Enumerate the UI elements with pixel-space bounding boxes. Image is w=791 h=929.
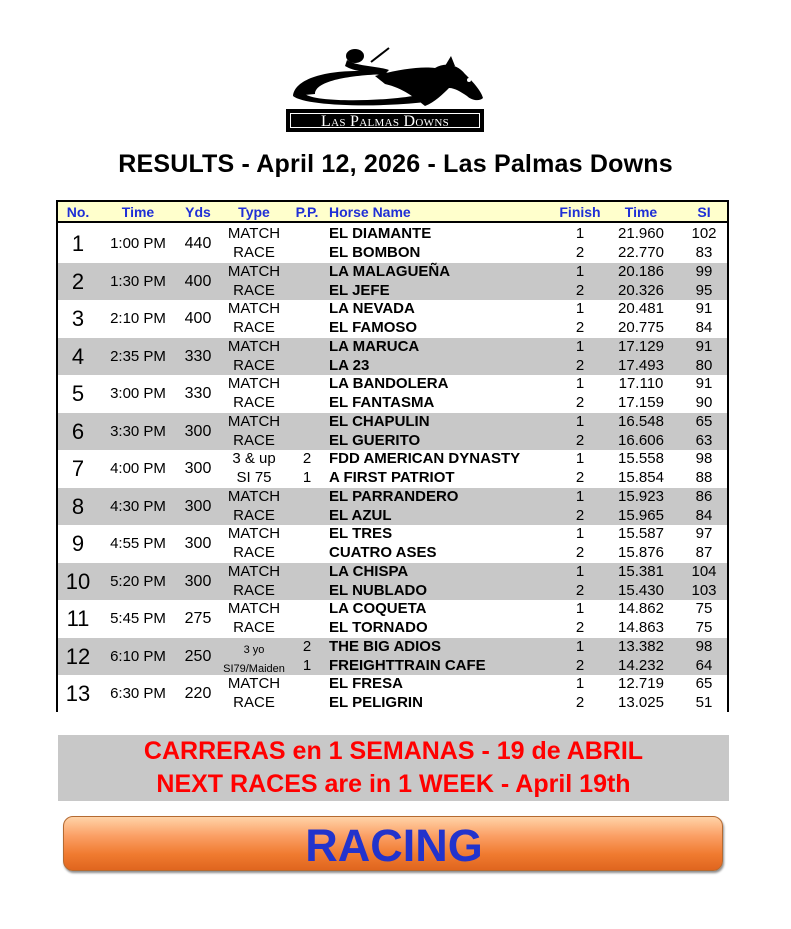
race-type-line1: MATCH bbox=[227, 675, 281, 692]
race-type-line2: RACE bbox=[233, 506, 275, 524]
horse-final-time: 17.493 bbox=[618, 356, 664, 374]
las-palmas-downs-logo bbox=[285, 44, 485, 132]
race-type-line2: RACE bbox=[233, 431, 275, 449]
horse-final-time: 21.960 bbox=[618, 225, 664, 242]
horse-speed-index: 97 bbox=[695, 525, 713, 542]
horse-name: LA BANDOLERA bbox=[329, 375, 449, 392]
horse-name: EL BOMBON bbox=[329, 244, 421, 261]
horse-final-time: 17.129 bbox=[618, 337, 664, 355]
horse-final-time: 17.159 bbox=[618, 394, 664, 411]
race-number: 7 bbox=[71, 456, 85, 481]
horse-name: EL FAMOSO bbox=[329, 319, 418, 336]
horse-finish: 2 bbox=[575, 469, 585, 486]
racing-button[interactable] bbox=[63, 816, 723, 871]
race-number: 4 bbox=[71, 343, 85, 369]
horse-post-position: 1 bbox=[302, 656, 312, 674]
race-type-line1: MATCH bbox=[227, 525, 281, 542]
horse-finish: 2 bbox=[575, 544, 585, 561]
horse-finish: 2 bbox=[575, 619, 585, 636]
horse-final-time: 13.382 bbox=[618, 637, 664, 655]
horse-name: EL AZUL bbox=[329, 506, 392, 524]
race-number: 10 bbox=[65, 568, 91, 594]
horse-name: LA COQUETA bbox=[329, 600, 427, 617]
logo-nameplate bbox=[286, 109, 484, 132]
horse-name: LA MALAGUEÑA bbox=[329, 262, 451, 280]
horse-finish: 2 bbox=[575, 244, 585, 261]
race-post-time: 4:55 PM bbox=[110, 535, 166, 552]
table-header bbox=[58, 202, 727, 223]
horse-post-position: 1 bbox=[302, 469, 312, 486]
race-number: 3 bbox=[71, 306, 85, 331]
horse-speed-index: 104 bbox=[691, 562, 717, 580]
race-row bbox=[58, 300, 727, 338]
race-type-line1: 3 yo bbox=[243, 643, 265, 656]
horse-finish: 1 bbox=[575, 375, 585, 392]
horse-speed-index: 103 bbox=[691, 581, 717, 599]
race-yards: 300 bbox=[184, 572, 212, 590]
horse-final-time: 20.481 bbox=[618, 300, 664, 317]
horse-speed-index: 84 bbox=[695, 319, 713, 336]
race-row bbox=[58, 488, 727, 526]
horse-finish: 1 bbox=[575, 562, 585, 580]
header-yds: Yds bbox=[185, 204, 211, 220]
race-type-line2: RACE bbox=[233, 581, 275, 599]
horse-finish: 1 bbox=[575, 262, 585, 280]
horse-final-time: 15.381 bbox=[618, 562, 664, 580]
race-post-time: 6:10 PM bbox=[110, 647, 166, 665]
header-time: Time bbox=[121, 204, 155, 220]
race-row bbox=[58, 600, 727, 638]
race-number: 9 bbox=[71, 531, 85, 556]
horse-speed-index: 99 bbox=[695, 262, 713, 280]
race-yards: 300 bbox=[184, 460, 212, 477]
horse-post-position: 2 bbox=[302, 637, 312, 655]
next-races-banner bbox=[58, 735, 729, 801]
horse-finish: 1 bbox=[575, 225, 585, 242]
horse-name: FREIGHTTRAIN CAFE bbox=[329, 656, 486, 674]
header-pp: P.P. bbox=[295, 204, 319, 220]
race-number: 8 bbox=[71, 493, 85, 519]
horse-speed-index: 91 bbox=[695, 375, 713, 392]
race-type-line2: RACE bbox=[233, 356, 275, 374]
horse-finish: 1 bbox=[575, 637, 585, 655]
race-yards: 250 bbox=[184, 647, 212, 665]
horse-finish: 1 bbox=[575, 600, 585, 617]
horse-speed-index: 65 bbox=[695, 675, 713, 692]
race-row bbox=[58, 675, 727, 713]
race-row bbox=[58, 338, 727, 376]
race-type-line2: SI79/Maiden bbox=[223, 662, 285, 675]
horse-finish: 2 bbox=[575, 656, 585, 674]
race-type-line1: MATCH bbox=[227, 300, 281, 317]
race-type-line1: MATCH bbox=[227, 600, 281, 617]
horse-final-time: 17.110 bbox=[618, 375, 664, 392]
horse-finish: 1 bbox=[575, 675, 585, 692]
horse-finish: 2 bbox=[575, 694, 585, 711]
horse-name: EL PARRANDERO bbox=[329, 487, 459, 505]
horse-name: EL CHAPULIN bbox=[329, 412, 430, 430]
horse-finish: 1 bbox=[575, 450, 585, 467]
race-row bbox=[58, 525, 727, 563]
race-post-time: 3:30 PM bbox=[110, 422, 166, 440]
race-type-line2: RACE bbox=[233, 244, 275, 261]
race-type-line1: MATCH bbox=[227, 487, 281, 505]
horse-speed-index: 75 bbox=[695, 600, 713, 617]
next-races-english: NEXT RACES are in 1 WEEK - April 19th bbox=[156, 770, 631, 798]
race-post-time: 3:00 PM bbox=[110, 385, 166, 402]
horse-speed-index: 91 bbox=[695, 337, 713, 355]
race-yards: 440 bbox=[184, 235, 212, 252]
header-finish: Finish bbox=[559, 204, 601, 220]
results-table bbox=[56, 200, 729, 712]
horse-finish: 1 bbox=[575, 300, 585, 317]
horse-final-time: 22.770 bbox=[618, 244, 664, 261]
horse-speed-index: 65 bbox=[695, 412, 713, 430]
race-yards: 400 bbox=[184, 310, 212, 327]
race-post-time: 6:30 PM bbox=[110, 685, 166, 702]
race-post-time: 4:00 PM bbox=[110, 460, 166, 477]
horse-name: EL FRESA bbox=[329, 675, 403, 692]
race-post-time: 5:45 PM bbox=[110, 610, 166, 627]
header-final-time: Time bbox=[624, 204, 658, 220]
race-post-time: 5:20 PM bbox=[110, 572, 166, 590]
horse-final-time: 15.587 bbox=[618, 525, 664, 542]
logo-text: Las Palmas Downs bbox=[290, 113, 480, 128]
race-row bbox=[58, 225, 727, 263]
horse-finish: 2 bbox=[575, 581, 585, 599]
horse-final-time: 16.548 bbox=[618, 412, 664, 430]
race-row bbox=[58, 413, 727, 451]
horse-final-time: 15.965 bbox=[618, 506, 664, 524]
horse-final-time: 15.923 bbox=[618, 487, 664, 505]
race-row bbox=[58, 563, 727, 601]
horse-name: LA 23 bbox=[329, 356, 370, 374]
race-yards: 330 bbox=[184, 347, 212, 365]
race-type-line2: RACE bbox=[233, 281, 275, 299]
horse-final-time: 15.558 bbox=[618, 450, 664, 467]
horse-final-time: 13.025 bbox=[618, 694, 664, 711]
race-type-line1: 3 & up bbox=[232, 450, 276, 467]
horse-speed-index: 86 bbox=[695, 487, 713, 505]
horse-speed-index: 64 bbox=[695, 656, 713, 674]
race-yards: 300 bbox=[184, 422, 212, 440]
race-post-time: 2:35 PM bbox=[110, 347, 166, 365]
horse-name: LA MARUCA bbox=[329, 337, 420, 355]
horse-finish: 2 bbox=[575, 506, 585, 524]
race-type-line2: SI 75 bbox=[236, 469, 272, 486]
race-post-time: 2:10 PM bbox=[110, 310, 166, 327]
horse-final-time: 15.876 bbox=[618, 544, 664, 561]
horse-finish: 1 bbox=[575, 525, 585, 542]
horse-final-time: 14.232 bbox=[618, 656, 664, 674]
header-type: Type bbox=[238, 204, 270, 220]
horse-name: EL FANTASMA bbox=[329, 394, 435, 411]
horse-final-time: 15.854 bbox=[618, 469, 664, 486]
horse-name: EL NUBLADO bbox=[329, 581, 428, 599]
horse-name: A FIRST PATRIOT bbox=[329, 469, 455, 486]
race-yards: 300 bbox=[184, 497, 212, 515]
horse-name: CUATRO ASES bbox=[329, 544, 437, 561]
horse-final-time: 20.775 bbox=[618, 319, 664, 336]
header-si: SI bbox=[697, 204, 711, 220]
horse-post-position: 2 bbox=[302, 450, 312, 467]
race-post-time: 4:30 PM bbox=[110, 497, 166, 515]
race-type-line1: MATCH bbox=[227, 262, 281, 280]
horse-speed-index: 84 bbox=[695, 506, 713, 524]
racing-button-label: RACING bbox=[305, 820, 483, 871]
horse-final-time: 16.606 bbox=[618, 431, 664, 449]
horse-finish: 2 bbox=[575, 319, 585, 336]
horse-finish: 2 bbox=[575, 281, 585, 299]
race-type-line2: RACE bbox=[233, 319, 275, 336]
horse-name: EL GUERITO bbox=[329, 431, 421, 449]
race-number: 2 bbox=[71, 268, 85, 294]
horse-finish: 1 bbox=[575, 487, 585, 505]
race-type-line1: MATCH bbox=[227, 412, 281, 430]
horse-speed-index: 88 bbox=[695, 469, 713, 486]
horse-final-time: 15.430 bbox=[618, 581, 664, 599]
horse-speed-index: 51 bbox=[695, 694, 713, 711]
race-row bbox=[58, 450, 727, 488]
race-type-line1: MATCH bbox=[227, 337, 281, 355]
race-row bbox=[58, 375, 727, 413]
race-number: 1 bbox=[71, 231, 85, 256]
header-no: No. bbox=[66, 204, 90, 220]
race-number: 13 bbox=[65, 681, 91, 706]
race-type-line2: RACE bbox=[233, 619, 275, 636]
race-type-line2: RACE bbox=[233, 544, 275, 561]
horse-final-time: 20.186 bbox=[618, 262, 664, 280]
horse-name: EL TORNADO bbox=[329, 619, 428, 636]
horse-speed-index: 90 bbox=[695, 394, 713, 411]
horse-speed-index: 95 bbox=[695, 281, 713, 299]
horse-jockey-logo-icon bbox=[285, 44, 485, 114]
race-type-line1: MATCH bbox=[227, 225, 281, 242]
horse-speed-index: 80 bbox=[695, 356, 713, 374]
header-horse-name: Horse Name bbox=[329, 204, 411, 220]
horse-speed-index: 83 bbox=[695, 244, 713, 261]
horse-name: LA CHISPA bbox=[329, 562, 409, 580]
horse-final-time: 20.326 bbox=[618, 281, 664, 299]
horse-finish: 2 bbox=[575, 394, 585, 411]
horse-speed-index: 98 bbox=[695, 637, 713, 655]
horse-speed-index: 87 bbox=[695, 544, 713, 561]
horse-speed-index: 63 bbox=[695, 431, 713, 449]
page-title: RESULTS - April 12, 2026 - Las Palmas Downs bbox=[118, 150, 673, 178]
horse-name: THE BIG ADIOS bbox=[329, 637, 441, 655]
race-row bbox=[58, 638, 727, 676]
race-number: 6 bbox=[71, 418, 85, 444]
race-yards: 275 bbox=[184, 610, 212, 627]
race-number: 5 bbox=[71, 381, 85, 406]
race-type-line1: MATCH bbox=[227, 375, 281, 392]
horse-name: EL PELIGRIN bbox=[329, 694, 423, 711]
horse-name: LA NEVADA bbox=[329, 300, 415, 317]
race-type-line1: MATCH bbox=[227, 562, 281, 580]
horse-finish: 1 bbox=[575, 337, 585, 355]
race-type-line2: RACE bbox=[233, 394, 275, 411]
race-yards: 330 bbox=[184, 385, 212, 402]
horse-name: FDD AMERICAN DYNASTY bbox=[329, 450, 521, 467]
next-races-spanish: CARRERAS en 1 SEMANAS - 19 de ABRIL bbox=[143, 737, 644, 765]
horse-final-time: 14.862 bbox=[618, 600, 664, 617]
horse-name: EL TRES bbox=[329, 525, 393, 542]
race-post-time: 1:00 PM bbox=[110, 235, 166, 252]
horse-finish: 1 bbox=[575, 412, 585, 430]
race-number: 12 bbox=[65, 643, 91, 669]
horse-speed-index: 75 bbox=[695, 619, 713, 636]
race-yards: 300 bbox=[184, 535, 212, 552]
horse-final-time: 14.863 bbox=[618, 619, 664, 636]
horse-final-time: 12.719 bbox=[618, 675, 664, 692]
race-number: 11 bbox=[66, 606, 90, 631]
horse-speed-index: 91 bbox=[695, 300, 713, 317]
horse-finish: 2 bbox=[575, 356, 585, 374]
horse-name: EL JEFE bbox=[329, 281, 390, 299]
horse-speed-index: 98 bbox=[695, 450, 713, 467]
race-row bbox=[58, 263, 727, 301]
race-yards: 400 bbox=[184, 272, 212, 290]
race-post-time: 1:30 PM bbox=[110, 272, 166, 290]
horse-speed-index: 102 bbox=[691, 225, 717, 242]
race-type-line2: RACE bbox=[233, 694, 275, 711]
race-yards: 220 bbox=[184, 685, 212, 702]
horse-name: EL DIAMANTE bbox=[329, 225, 432, 242]
horse-finish: 2 bbox=[575, 431, 585, 449]
